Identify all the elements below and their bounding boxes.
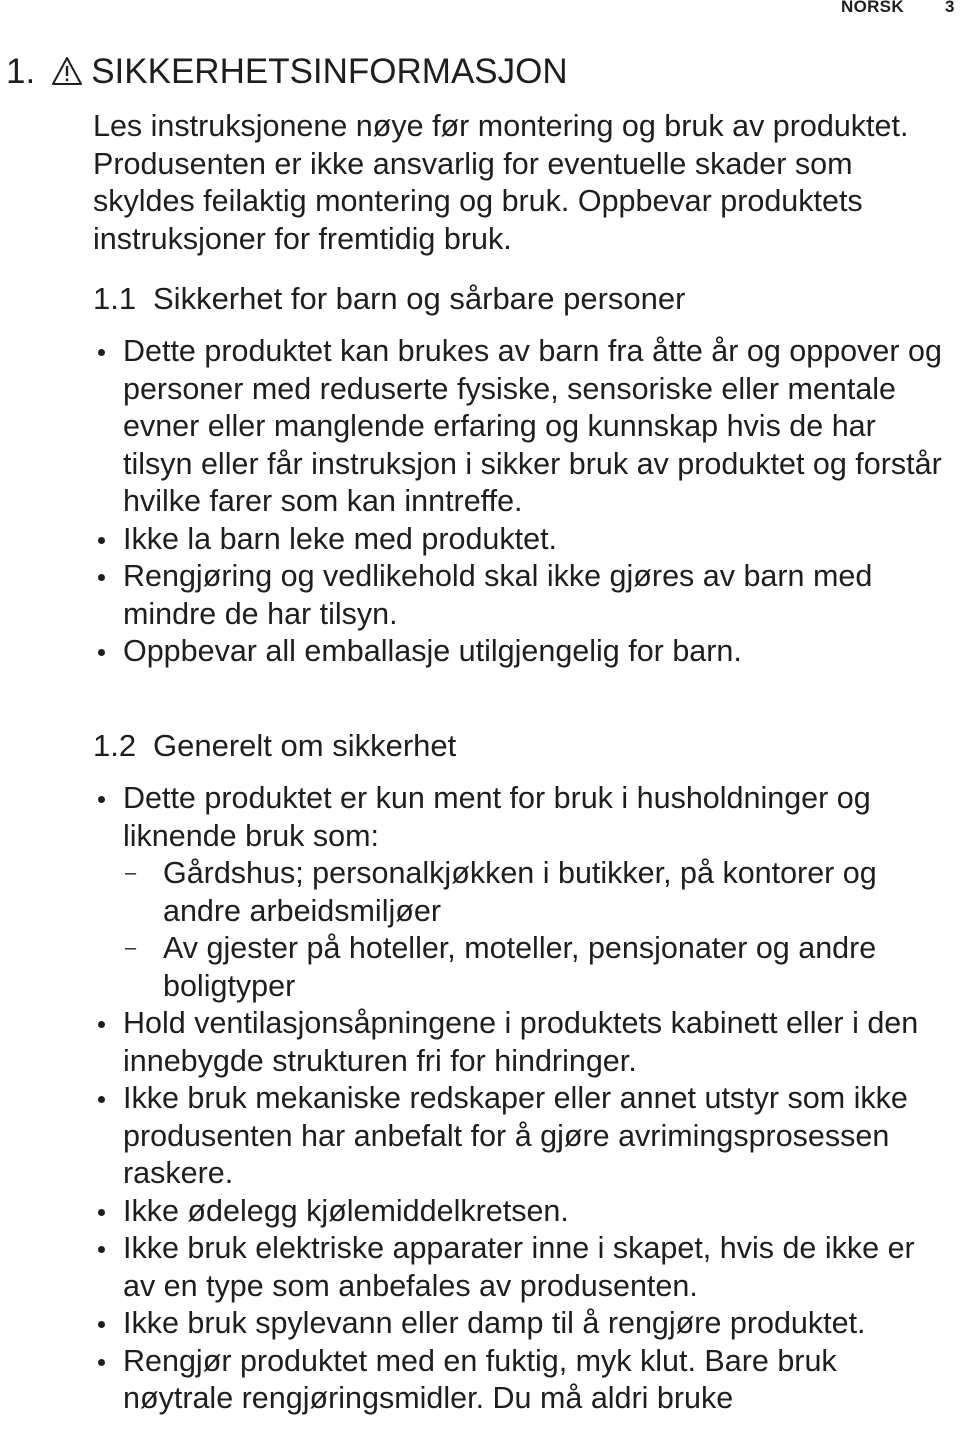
section-title <box>93 280 685 318</box>
bullet-list <box>93 333 953 671</box>
chapter-number: 1. <box>6 52 36 91</box>
sub-list <box>123 855 953 1005</box>
list-item: Hold ventilasjonsåpningene i produktets kabinett eller i den innebygde strukturen fri for hindringer. <box>93 1005 953 1080</box>
bullet-list <box>93 780 953 1418</box>
section-number: 1.2 <box>93 728 137 763</box>
chapter-title <box>6 50 568 94</box>
header-language: NORSK <box>841 0 904 16</box>
list-item: Rengjør produktet med en fuktig, myk klut. Bare bruk nøytrale rengjøringsmidler. Du må aldri bruke <box>93 1343 953 1418</box>
page-number: 3 <box>945 0 955 16</box>
list-item: Ikke bruk mekaniske redskaper eller annet utstyr som ikke produsenten har anbefalt for å gjøre avrimingsprosessen raskere. <box>93 1080 953 1193</box>
section-number: 1.1 <box>93 281 137 316</box>
list-item: Rengjøring og vedlikehold skal ikke gjøres av barn med mindre de har tilsyn. <box>93 558 953 633</box>
section-title <box>93 727 456 765</box>
list-item: Dette produktet kan brukes av barn fra åtte år og oppover og personer med reduserte fysiske, sensoriske eller mentale evner eller manglende erfaring og kunnskap hvis de har tilsyn eller får instruksjon i sikker bruk av produktet og forstår hvilke farer som kan inntreffe. <box>93 333 953 521</box>
page-header <box>0 0 960 22</box>
sub-list-item: – Gårdshus; personalkjøkken i butikker, på kontorer og andre arbeidsmiljøer <box>123 855 953 930</box>
section-title-text: Generelt om sikkerhet <box>153 728 457 763</box>
list-item: Oppbevar all emballasje utilgjengelig for barn. <box>93 633 953 671</box>
intro-text: Les instruksjonene nøye før montering og bruk av produktet. Produsenten er ikke ansvarlig for eventuelle skader som skyldes feilaktig montering og bruk. Oppbevar produktets instruksjoner for fremtidig bruk. <box>93 109 909 256</box>
list-item: Ikke bruk elektriske apparater inne i skapet, hvis de ikke er av en type som anbefales av produsenten. <box>93 1230 953 1305</box>
intro-paragraph <box>93 108 943 258</box>
sub-list-item: – Av gjester på hoteller, moteller, pensjonater og andre boligtyper <box>123 930 953 1005</box>
section-title-text: Sikkerhet for barn og sårbare personer <box>153 281 686 316</box>
list-item <box>93 780 953 1005</box>
list-item-text: Dette produktet er kun ment for bruk i husholdninger og liknende bruk som: <box>123 781 871 853</box>
list-item: Ikke bruk spylevann eller damp til å rengjøre produktet. <box>93 1305 953 1343</box>
chapter-title-text: SIKKERHETSINFORMASJON <box>91 52 568 91</box>
warning-triangle-icon <box>51 56 83 86</box>
list-item: Ikke ødelegg kjølemiddelkretsen. <box>93 1193 953 1231</box>
list-item: Ikke la barn leke med produktet. <box>93 521 953 559</box>
